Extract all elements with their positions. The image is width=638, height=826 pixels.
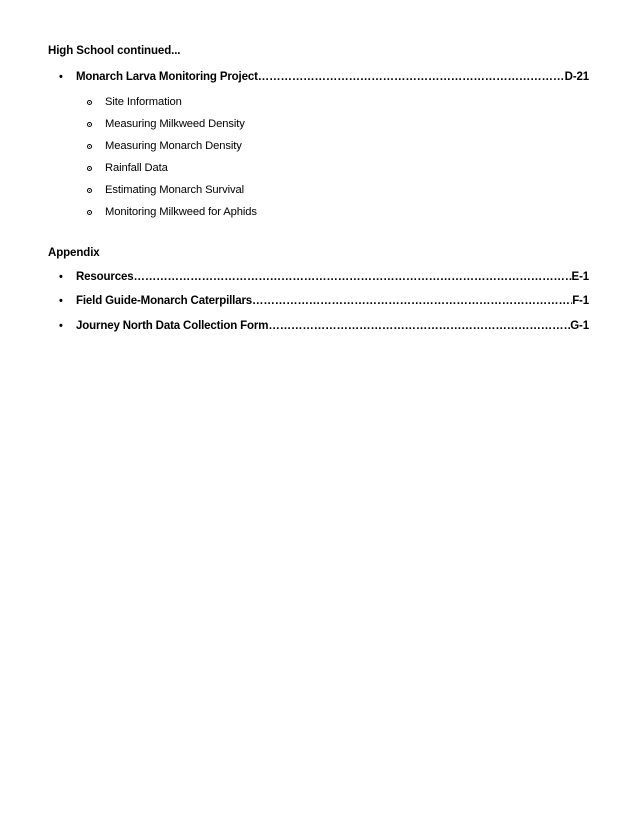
toc-entry-page: G-1 (570, 320, 589, 332)
sub-item (87, 117, 245, 131)
dot-leader (252, 295, 572, 307)
toc-entry-journey-north (59, 320, 589, 336)
sub-item (87, 139, 242, 153)
toc-entry-page: D-21 (564, 71, 589, 83)
section-heading-appendix: Appendix (48, 247, 100, 259)
sub-item-label: Site Information (105, 96, 182, 108)
sub-item (87, 183, 244, 197)
toc-entry-title: Journey North Data Collection Form (76, 320, 269, 332)
toc-entry-field-guide (59, 295, 589, 311)
bullet-icon: • (59, 320, 63, 332)
bullet-icon: • (59, 71, 63, 83)
sub-item-label: Estimating Monarch Survival (105, 184, 245, 196)
toc-entry-title: Monarch Larva Monitoring Project (76, 71, 258, 83)
circle-bullet-icon (87, 210, 92, 215)
toc-entry-title: Field Guide-Monarch Caterpillars (76, 295, 253, 307)
dot-leader (133, 271, 571, 283)
toc-entry-title: Resources (76, 271, 134, 283)
toc-entry-monarch-larva (59, 71, 589, 87)
sub-item (87, 205, 257, 219)
toc-entry-page: E-1 (571, 271, 589, 283)
circle-bullet-icon (87, 122, 92, 127)
dot-leader (268, 320, 570, 332)
bullet-icon: • (59, 271, 63, 283)
sub-item (87, 95, 182, 109)
sub-item-label: Rainfall Data (105, 162, 168, 174)
dot-leader (258, 71, 565, 83)
sub-item-label: Measuring Milkweed Density (105, 118, 245, 130)
section-heading-high-school: High School continued... (48, 45, 181, 57)
sub-item (87, 161, 168, 175)
toc-entry-resources (59, 271, 589, 287)
circle-bullet-icon (87, 188, 92, 193)
circle-bullet-icon (87, 166, 92, 171)
sub-item-label: Measuring Monarch Density (105, 140, 242, 152)
sub-item-label: Monitoring Milkweed for Aphids (105, 206, 257, 218)
circle-bullet-icon (87, 100, 92, 105)
bullet-icon: • (59, 295, 63, 307)
toc-entry-page: F-1 (572, 295, 589, 307)
circle-bullet-icon (87, 144, 92, 149)
